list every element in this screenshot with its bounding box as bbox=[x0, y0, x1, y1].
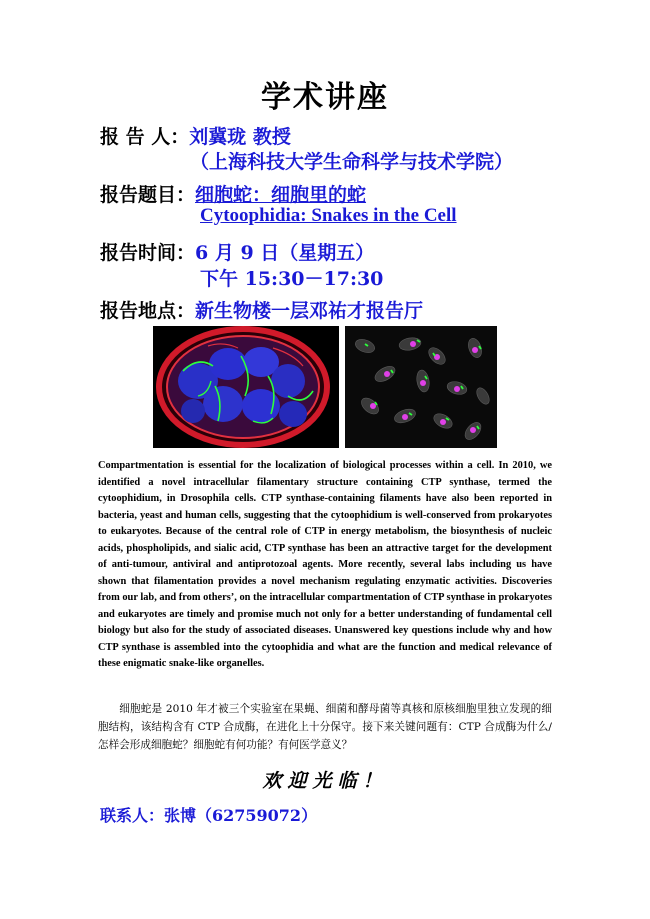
chinese-summary: 细胞蛇是 2010 年才被三个实验室在果蝇、细菌和酵母菌等真核和原核细胞里独立发现的细胞结构，该结构含有 CTP 合成酶，在进化上十分保守。接下来关键问题有：CTP 合成酶为什么/怎样会形成细胞蛇？细胞蛇有何功能？有何医学意义？ bbox=[98, 703, 552, 751]
time-hours: 下午 15:30－17:30 bbox=[200, 268, 384, 290]
microscopy-image-yeast bbox=[345, 326, 497, 448]
time-row bbox=[100, 238, 374, 265]
time-date: 6 月 9 日（星期五） bbox=[195, 242, 375, 264]
speaker-label: 报 告 人： bbox=[100, 126, 190, 148]
contact-info: 联系人：张博（62759072） bbox=[100, 806, 318, 825]
topic-cn: 细胞蛇：细胞里的蛇 bbox=[195, 184, 367, 206]
speaker-affiliation: （上海科技大学生命科学与技术学院） bbox=[190, 151, 514, 173]
speaker-row bbox=[100, 122, 291, 149]
speaker-name: 刘冀珑 教授 bbox=[189, 126, 291, 148]
place-label: 报告地点： bbox=[100, 300, 196, 322]
time-label: 报告时间： bbox=[100, 242, 196, 264]
yeast-figure bbox=[345, 326, 497, 448]
place-value: 新生物楼一层邓祐才报告厅 bbox=[195, 300, 424, 322]
topic-row bbox=[100, 180, 366, 207]
page-title: 学术讲座 bbox=[261, 80, 389, 115]
egg-chamber-figure bbox=[153, 326, 339, 448]
topic-label: 报告题目： bbox=[100, 184, 196, 206]
microscopy-image-egg-chamber bbox=[153, 326, 339, 448]
welcome-text: 欢迎光临！ bbox=[262, 770, 388, 792]
abstract-paragraph: Compartmentation is essential for the localization of biological processes within a cell. In 2010, we identified a novel intracellular filamentary structure containing CTP synthase, termed the cytoophidium, in Drosophila cells. CTP synthase-containing filaments have also been reported in bacteria, yeast and human cells, suggesting that the cytoophidium is well-conserved from prokaryotes to eukaryotes. Because of the central role of CTP in energy metabolism, the biosynthesis of nucleic acids, phospholipids, and sialic acid, CTP synthase has been an attractive target for the development of anti-tumour, antiviral and antiprotozoal agents. More recently, several labs including us have shown that filamentation provides a novel mechanism regulating enzymatic activities. Discoveries from our lab, and from others’, on the intracellular compartmentation of CTP synthase in prokaryotes and eukaryotes are timely and promise much not only for a better understanding of fundamental cell biology but also for the study of associated diseases. Unanswered key questions include why and how CTP synthase is assembled into the cytoophidia and what are the function and medical relevance of these enigmatic snake-like organelles. bbox=[98, 460, 552, 669]
place-row bbox=[100, 296, 423, 323]
topic-en: Cytoophidia: Snakes in the Cell bbox=[200, 205, 457, 226]
